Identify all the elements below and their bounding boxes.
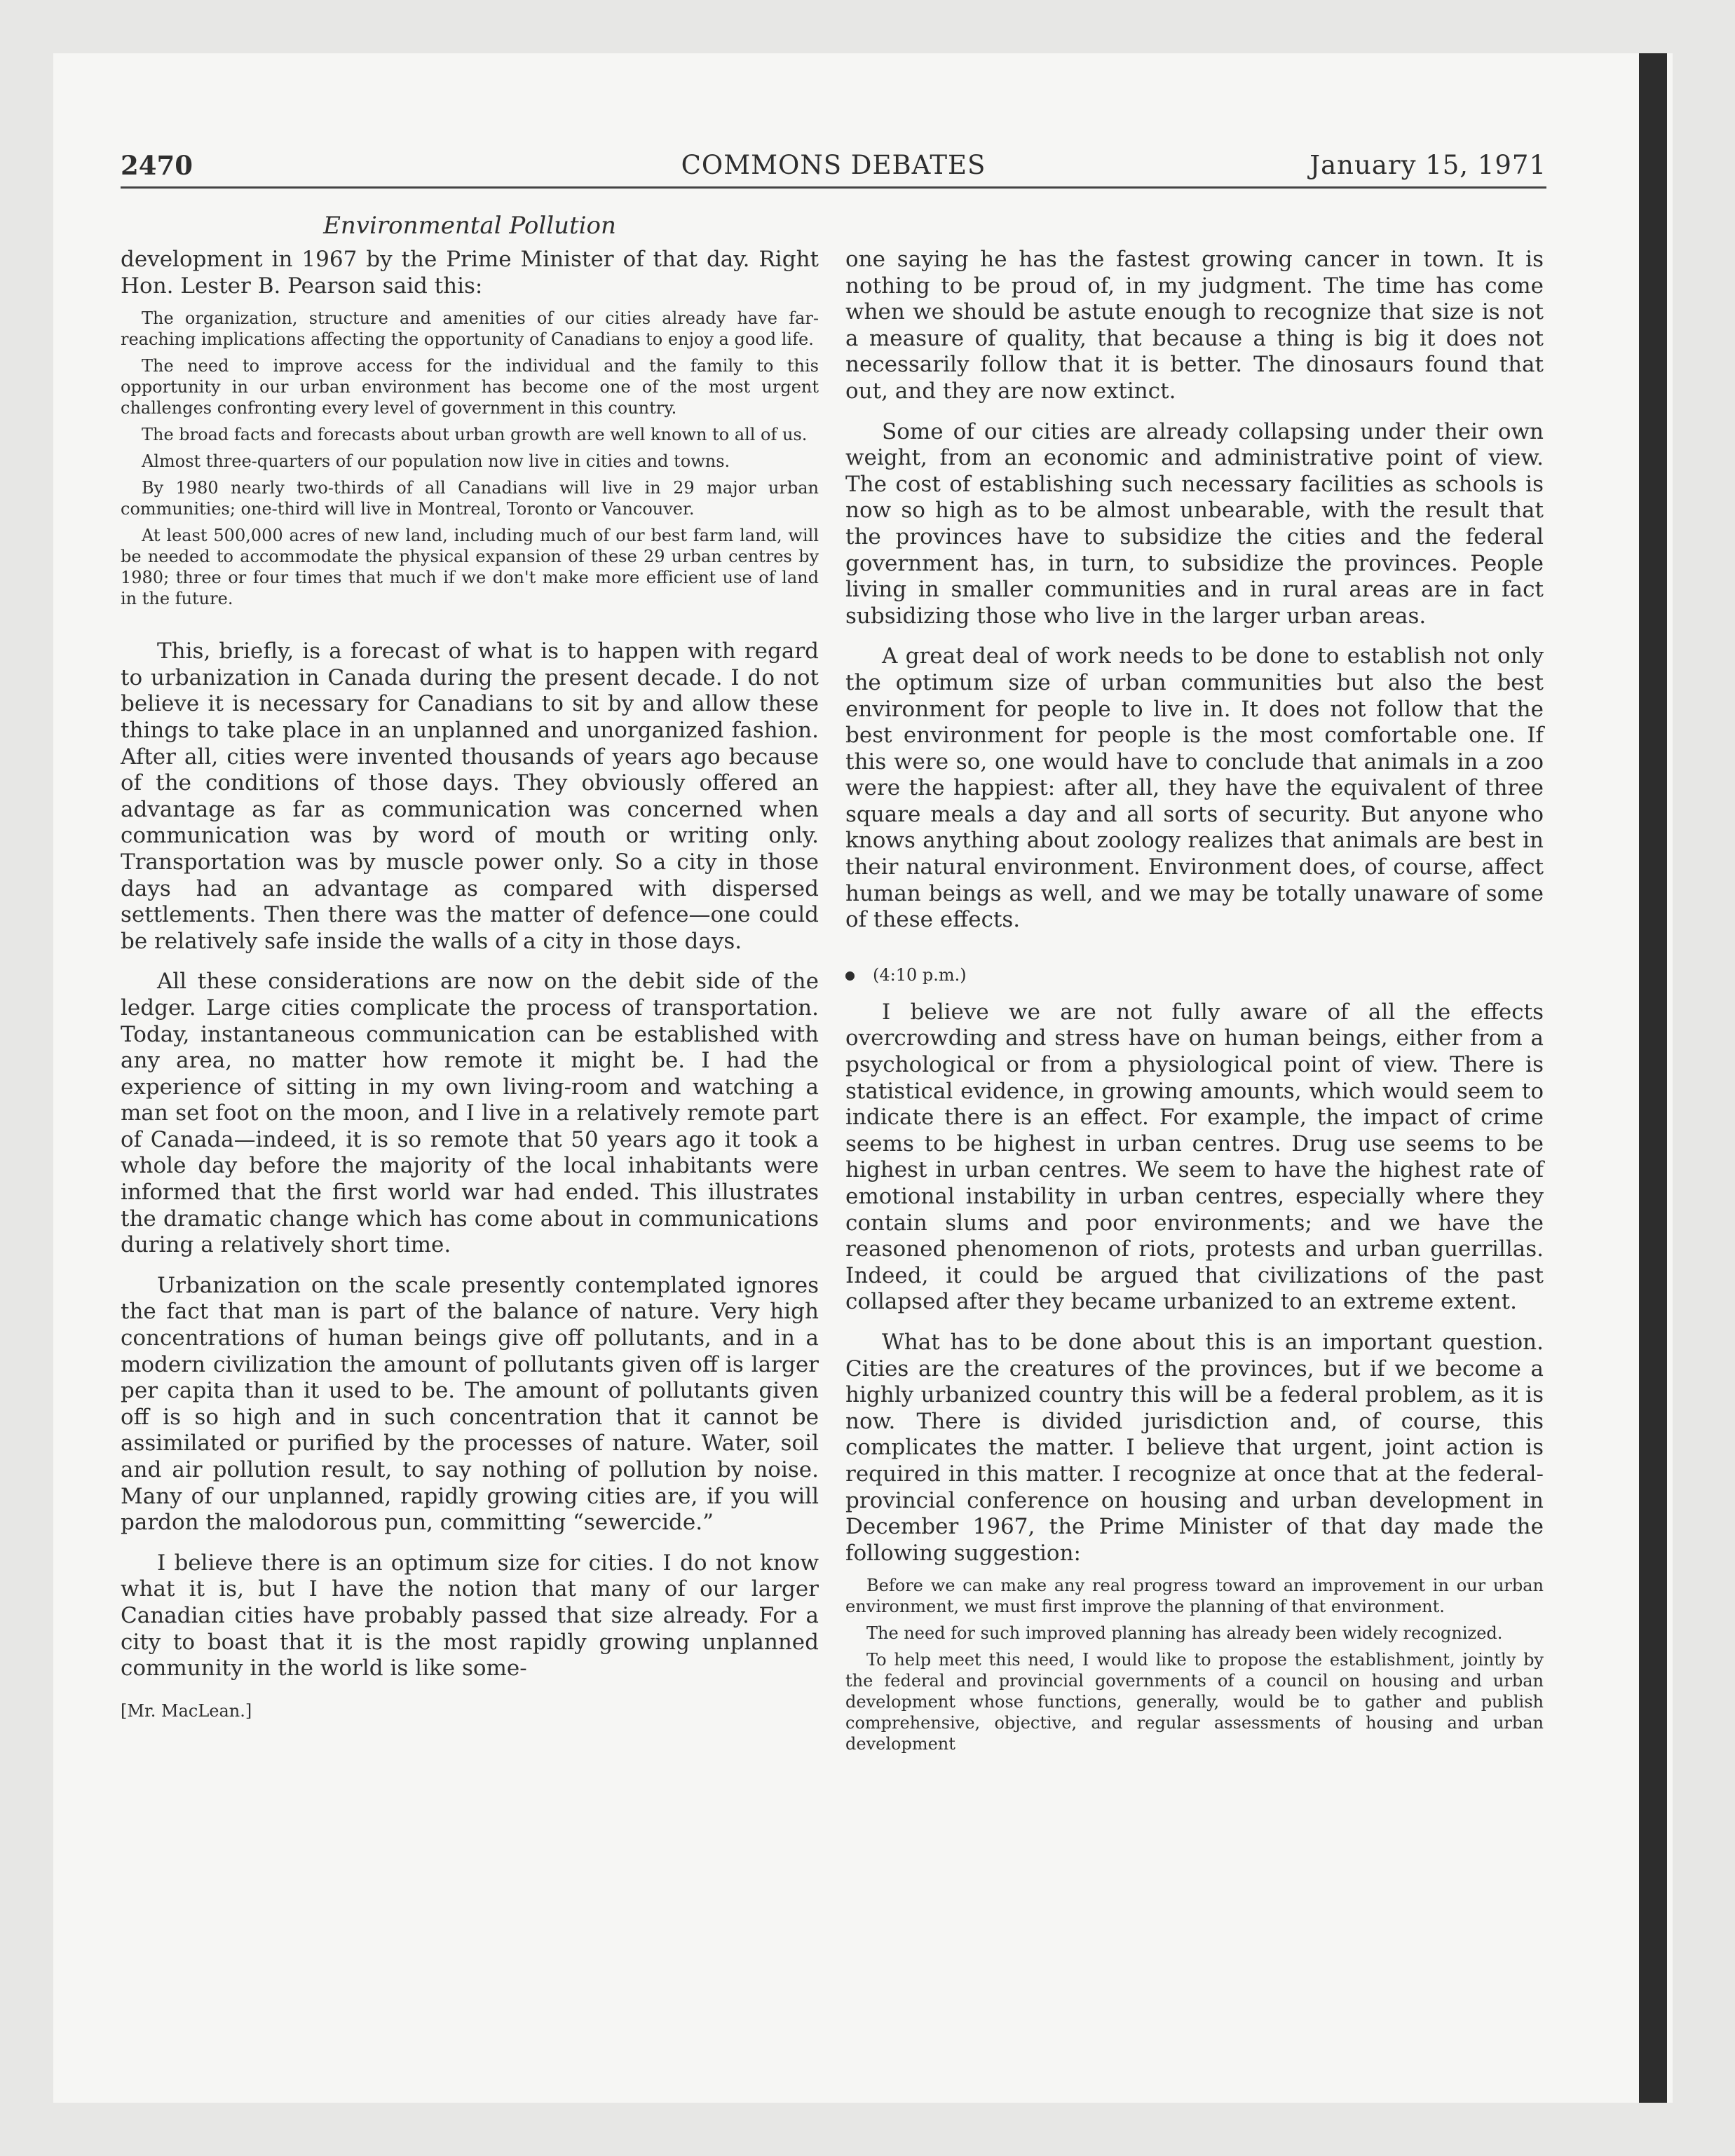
block-quote: The broad facts and forecasts about urban growth are well known to all of us. [142,425,808,445]
block-quote: By 1980 nearly two-thirds of all Canadians will live in 29 major urban communities; one-third will live in Montreal, Toronto or Vancouver. [121,478,819,519]
paragraph: development in 1967 by the Prime Minister of that day. Right Hon. Lester B. Pearson said this: [121,247,819,299]
block-quote: At least 500,000 acres of new land, including much of our best farm land, will be needed to accommodate the physical expansion of these 29 urban centres by 1980; three or four times that much if we don't make more efficient use of land in the future. [121,526,819,609]
section-heading: Environmental Pollution [323,212,616,240]
paragraph: This, briefly, is a forecast of what is to happen with regard to urbanization in Canada during the present decade. I do not believe it is necessary for Canadians to sit by and allow these things to take place in an unplanned and unorganized fashion. After all, cities were invented thousands of years ago because of the conditions of those days. They obviously offered an advantage as far as communication was concerned when communication was by word of mouth or writing only. Transportation was by muscle power only. So a city in those days had an advantage as compared with dispersed settlements. Then there was the matter of defence—one could be relatively safe inside the walls of a city in those days. [121,639,819,954]
paragraph: I believe there is an optimum size for cities. I do not know what it is, but I have the notion that many of our larger Canadian cities have probably passed that size already. For a city to boast that it is the most rapidly growing unplanned community in the world is like some- [121,1550,819,1681]
time-marker [845,964,1544,985]
paragraph: Some of our cities are already collapsing under their own weight, from an economic and administrative point of view. The cost of establishing such necessary facilities as schools is now so high as to be almost unbearable, with the result that the provinces have to subsidize the cities and the federal government has, in turn, to subsidize the provinces. People living in smaller communities and in rural areas are in fact subsidizing those who live in the larger urban areas. [845,418,1544,629]
block-quote: The need for such improved planning has already been widely recognized. [866,1623,1503,1644]
bullet-icon [845,971,855,981]
time-marker-text: (4:10 p.m.) [873,964,967,985]
paragraph: A great deal of work needs to be done to establish not only the optimum size of urban communities but also the best environment for people to live in. It does not follow that the best environment for people is the most comfortable one. If this were so, one would have to conclude that animals in a zoo were the happiest: after all, they have the equivalent of three square meals a day and all sorts of security. But anyone who knows anything about zoology realizes that animals are best in their natural environment. Environment does, of course, affect human beings as well, and we may be totally unaware of some of these effects. [845,643,1544,933]
paragraph: I believe we are not fully aware of all the effects overcrowding and stress have on human beings, either from a psychological or from a physiological point of view. There is statistical evidence, in growing amounts, which would seem to indicate there is an effect. For example, the impact of crime seems to be highest in urban centres. Drug use seems to be highest in urban centres. We seem to have the highest rate of emotional instability in urban centres, especially where they contain slums and poor environments; and we have the reasoned phenomenon of riots, protests and urban guerrillas. Indeed, it could be argued that civilizations of the past collapsed after they became urbanized to an extreme extent. [845,999,1544,1315]
block-quote: The need to improve access for the individual and the family to this opportunity in our urban environment has become one of the most urgent challenges confronting every level of government in this country. [121,356,819,418]
block-quote: The organization, structure and amenities of our cities already have far-reaching implications affecting the opportunity of Canadians to enjoy a good life. [121,308,819,350]
paragraph: Urbanization on the scale presently contemplated ignores the fact that man is part of the balance of nature. Very high concentrations of human beings give off pollutants, and in a modern civilization the amount of pollutants given off is larger per capita than it used to be. The amount of pollutants given off is so high and in such concentration that it cannot be assimilated or purified by the processes of nature. Water, soil and air pollution result, to say nothing of pollution by noise. Many of our unplanned, rapidly growing cities are, if you will pardon the malodorous pun, committing “sewercide.” [121,1272,819,1536]
publication-title: COMMONS DEBATES [681,150,986,180]
page-header [121,146,1546,189]
page-date: January 15, 1971 [1309,150,1546,180]
right-column [845,247,1544,1754]
left-column [121,247,819,1721]
paragraph: What has to be done about this is an important question. Cities are the creatures of the provinces, but if we become a highly urbanized country this will be a federal problem, as it is now. There is divided jurisdiction and, of course, this complicates the matter. I believe that urgent, joint action is required in this matter. I recognize at once that at the federal-provincial conference on housing and urban development in December 1967, the Prime Minister of that day made the following suggestion: [845,1329,1544,1566]
block-quote: Before we can make any real progress toward an improvement in our urban environment, we must first improve the planning of that environment. [845,1576,1544,1617]
block-quote: To help meet this need, I would like to propose the establishment, jointly by the federal and provincial governments of a council on housing and urban development whose functions, generally, would be to gather and publish comprehensive, objective, and regular assessments of housing and urban development [845,1650,1544,1754]
paragraph: one saying he has the fastest growing cancer in town. It is nothing to be proud of, in my judgment. The time has come when we should be astute enough to recognize that size is not a measure of quality, that because a thing is big it does not necessarily follow that it is better. The dinosaurs found that out, and they are now extinct. [845,247,1544,404]
scan-edge-bar [1639,53,1667,2103]
paragraph: All these considerations are now on the debit side of the ledger. Large cities complicate the process of transportation. Today, instantaneous communication can be established with any area, no matter how remote it might be. I had the experience of sitting in my own living-room and watching a man set foot on the moon, and I live in a relatively remote part of Canada—indeed, it is so remote that 50 years ago it took a whole day before the majority of the local inhabitants were informed that the first world war had ended. This illustrates the dramatic change which has come about in communications during a relatively short time. [121,969,819,1258]
speaker-attribution: [Mr. MacLean.] [121,1700,252,1721]
block-quote: Almost three-quarters of our population now live in cities and towns. [142,451,730,472]
page-number: 2470 [121,150,193,181]
